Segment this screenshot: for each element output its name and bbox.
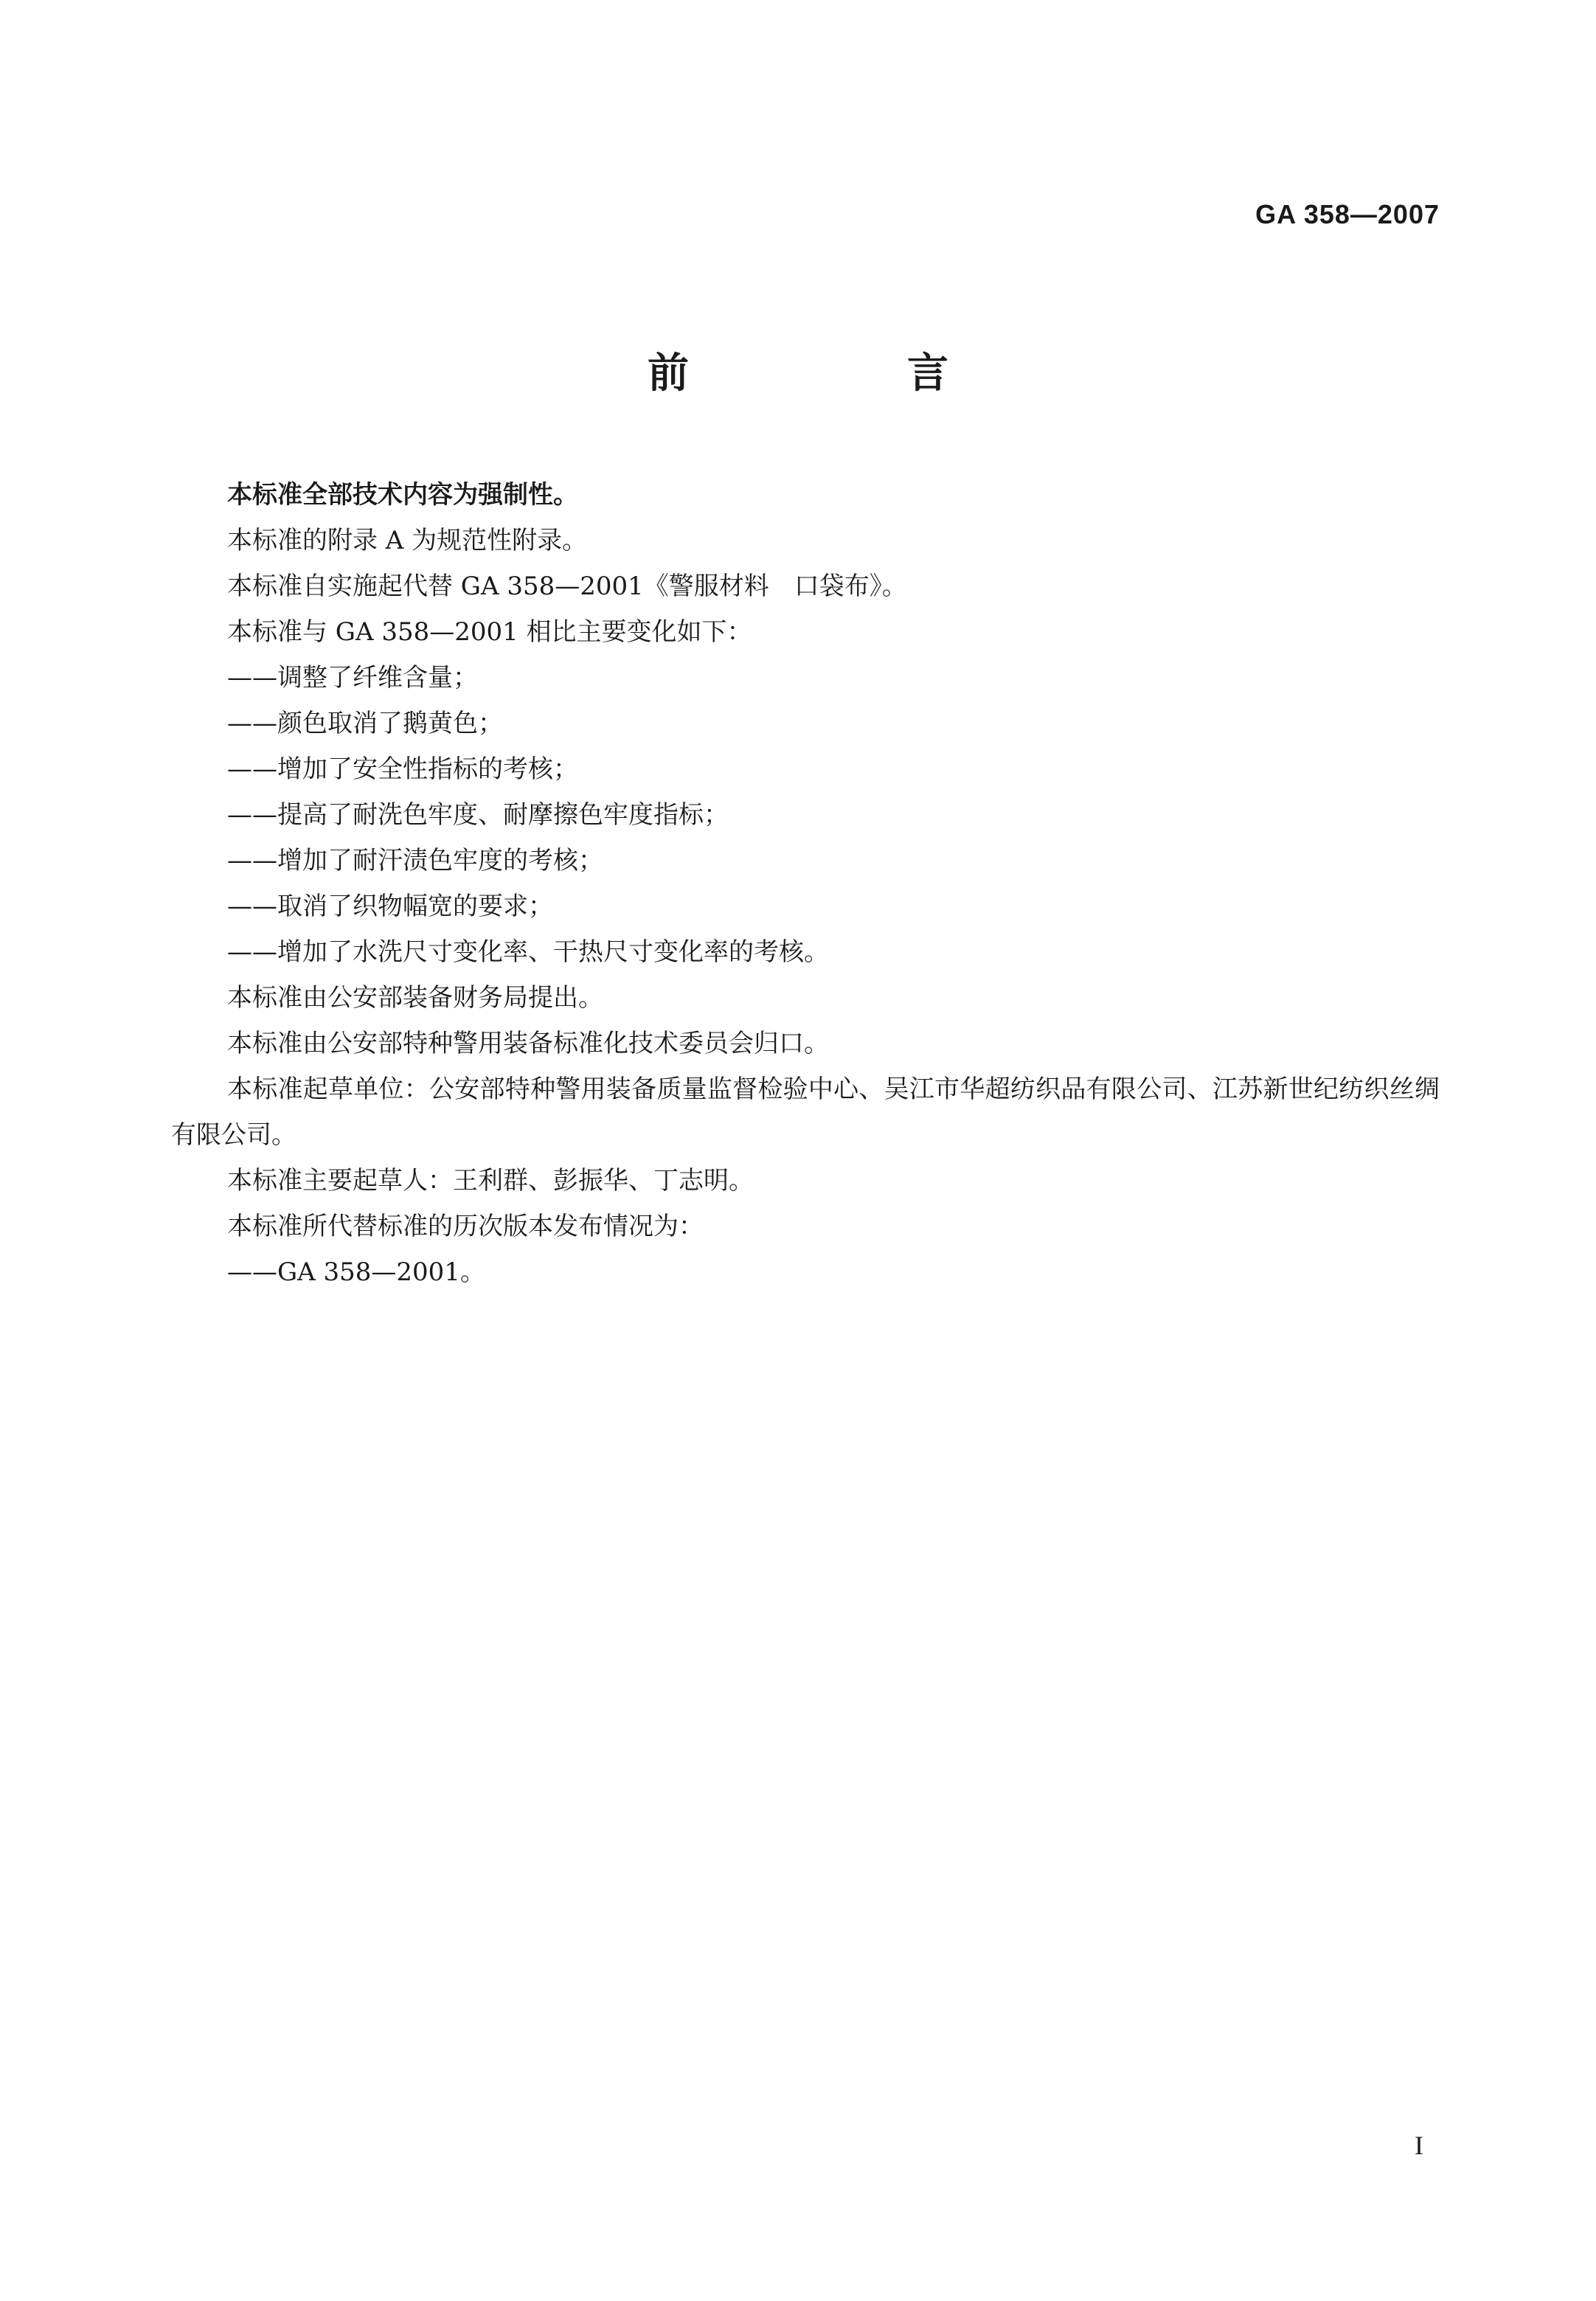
paragraph-mandatory: 本标准全部技术内容为强制性。: [227, 480, 578, 510]
list-item-change: ——颜色取消了鹅黄色；: [227, 709, 503, 738]
document-code: GA 358—2007: [1255, 199, 1440, 229]
list-item-history: ——GA 358—2001。: [227, 1257, 485, 1287]
list-item-change: ——增加了安全性指标的考核；: [227, 754, 578, 784]
foreword-body: [171, 472, 1440, 1295]
list-item-change: ——调整了纤维含量；: [227, 663, 478, 693]
page-number: I: [1415, 2131, 1423, 2160]
paragraph-changes-intro: 本标准与 GA 358—2001 相比主要变化如下：: [227, 617, 752, 647]
paragraph-centralized-by: 本标准由公安部特种警用装备标准化技术委员会归口。: [227, 1029, 829, 1058]
list-item-change: ——取消了织物幅宽的要求；: [227, 892, 553, 921]
page-title: 前 言: [648, 350, 1037, 398]
paragraph-replaces: 本标准自实施起代替 GA 358—2001《警服材料 口袋布》。: [227, 572, 907, 601]
list-item-change: ——提高了耐洗色牢度、耐摩擦色牢度指标；: [227, 800, 729, 830]
list-item-change: ——增加了耐汗渍色牢度的考核；: [227, 846, 603, 875]
paragraph-drafters: 本标准主要起草人：王利群、彭振华、丁志明。: [227, 1166, 754, 1195]
list-item-change: ——增加了水洗尺寸变化率、干热尺寸变化率的考核。: [227, 937, 829, 967]
paragraph-proposed-by: 本标准由公安部装备财务局提出。: [227, 983, 603, 1013]
paragraph-drafting-units: 本标准起草单位：公安部特种警用装备质量监督检验中心、吴江市华超纺织品有限公司、江苏新世纪纺织丝绸有限公司。: [171, 1075, 1440, 1150]
paragraph-history-intro: 本标准所代替标准的历次版本发布情况为：: [227, 1212, 704, 1241]
paragraph-annex: 本标准的附录 A 为规范性附录。: [227, 526, 588, 555]
